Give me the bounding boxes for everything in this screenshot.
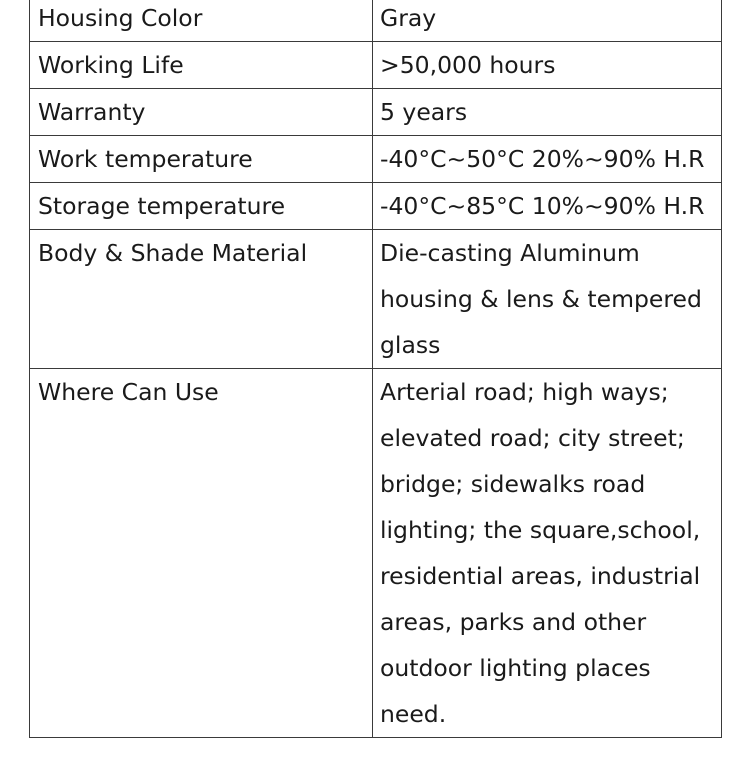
table-row: [30, 42, 722, 89]
table-row: [30, 230, 722, 369]
spec-value: >50,000 hours: [373, 42, 722, 89]
spec-label: Storage temperature: [30, 183, 373, 230]
spec-value: Arterial road; high ways; elevated road; city street; bridge; sidewalks road lighting; the square,school, residential areas, industrial areas, parks and other outdoor lighting places need.: [373, 369, 722, 738]
spec-label: Warranty: [30, 89, 373, 136]
spec-label: Working Life: [30, 42, 373, 89]
table-row: [30, 183, 722, 230]
table-row: [30, 369, 722, 738]
table-row: [30, 0, 722, 42]
spec-value: -40°C~85°C 10%~90% H.R: [373, 183, 722, 230]
spec-value: 5 years: [373, 89, 722, 136]
spec-value: Die-casting Aluminum housing & lens & tempered glass: [373, 230, 722, 369]
spec-label: Where Can Use: [30, 369, 373, 738]
spec-label: Work temperature: [30, 136, 373, 183]
spec-value: -40°C~50°C 20%~90% H.R: [373, 136, 722, 183]
spec-label: Body & Shade Material: [30, 230, 373, 369]
table-row: [30, 89, 722, 136]
spec-label: Housing Color: [30, 0, 373, 42]
table-row: [30, 136, 722, 183]
spec-value: Gray: [373, 0, 722, 42]
specifications-table: [29, 0, 722, 738]
